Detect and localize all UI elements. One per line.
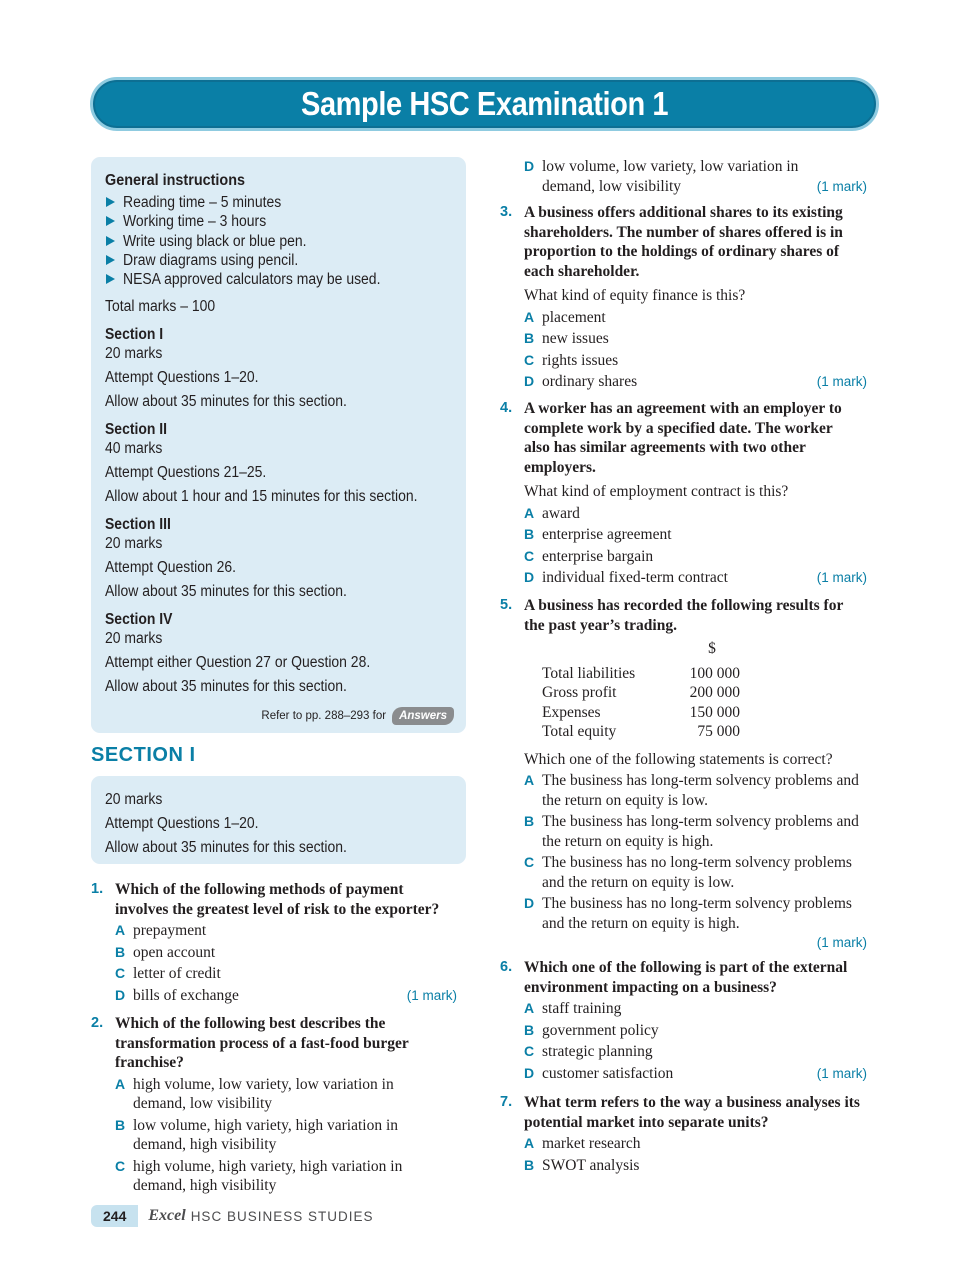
question-number: 7. (500, 1094, 513, 1110)
section-allow: Allow about 1 hour and 15 minutes for this section. (105, 488, 418, 506)
option-c: C The business has no long-term solvency problems and the return on equity is low. (524, 854, 852, 891)
page-number: 244 (91, 1205, 138, 1227)
option-a: A award (524, 504, 580, 522)
section-heading: Section IV (105, 611, 173, 629)
question-stem: A worker has an agreement with an employer to complete work by a specified date. The worker also has similar agreements with two other employers. (524, 400, 842, 476)
question-2-continued (500, 155, 867, 196)
option-c: C enterprise bargain (524, 547, 654, 565)
option-b: B open account (115, 943, 216, 961)
question-stem: A business offers additional shares to its existing shareholders. The number of shares offered is in proportion to the holdings of ordinary shares of each shareholder. (524, 204, 843, 280)
table-row: Gross profit 200 000 (542, 684, 740, 701)
bullet-triangle-icon (106, 216, 115, 226)
question-number: 1. (91, 881, 104, 897)
question-6 (500, 958, 867, 1083)
instruction-item: Working time – 3 hours (105, 212, 452, 231)
mark-label: (1 mark) (816, 374, 867, 389)
table-row: Total equity 75 000 (542, 723, 740, 740)
option-a: A The business has long-term solvency problems and the return on equity is low. (524, 772, 859, 809)
answers-badge: Answers (392, 707, 454, 725)
section-allow: Allow about 35 minutes for this section. (105, 583, 347, 601)
footer-title: HSC BUSINESS STUDIES (190, 1208, 374, 1224)
section-attempt: Attempt Question 26. (105, 559, 237, 577)
option-a: A market research (524, 1135, 641, 1152)
question-4 (500, 399, 867, 588)
footer-brand: Excel (148, 1207, 186, 1224)
option-c: C strategic planning (524, 1043, 653, 1060)
section-attempt: Attempt Questions 21–25. (105, 464, 267, 482)
question-stem: Which one of the following is part of the external environment impacting on a business? (524, 959, 848, 996)
option-d: D The business has no long-term solvency problems and the return on equity is high. (524, 895, 852, 932)
option-d: D ordinary shares (1 mark) (524, 373, 867, 390)
answers-reference (261, 707, 454, 725)
instruction-item: Draw diagrams using pencil. (105, 251, 452, 270)
mark-label: (1 mark) (816, 178, 867, 194)
mark-label: (1 mark) (816, 570, 867, 585)
question-stem: Which of the following methods of payment involves the greatest level of risk to the exporter? (115, 881, 440, 918)
section-marks: 20 marks (105, 630, 163, 648)
section-allow: Allow about 35 minutes for this section. (105, 393, 347, 411)
instructions-list (105, 193, 452, 289)
option-b: B enterprise agreement (524, 526, 672, 543)
mark-label: (1 mark) (816, 935, 867, 950)
question-5 (500, 596, 867, 953)
section-marks: 20 marks (105, 345, 163, 363)
question-ask: What kind of equity finance is this? (524, 287, 746, 304)
table-row: Total liabilities 100 000 (542, 664, 740, 682)
instruction-item: Write using black or blue pen. (105, 232, 452, 251)
option-a: A prepayment (115, 922, 207, 939)
option-b: B low volume, high variety, high variation in demand, high visibility (115, 1116, 399, 1153)
option-b: B The business has long-term solvency problems and the return on equity is high. (524, 813, 859, 850)
bullet-triangle-icon (106, 274, 115, 284)
section-marks: 20 marks (105, 535, 163, 553)
option-c: C high volume, high variety, high variation in demand, high visibility (115, 1157, 403, 1194)
instructions-heading: General instructions (105, 172, 246, 189)
section-1-marks: 20 marks (105, 791, 163, 808)
question-stem: Which of the following best describes the transformation process of a fast-food burger franchise? (115, 1015, 409, 1071)
title-banner (90, 77, 879, 131)
section-attempt: Attempt Questions 1–20. (105, 369, 259, 387)
question-7 (500, 1093, 880, 1175)
section-allow: Allow about 35 minutes for this section. (105, 678, 347, 696)
question-stem: A business has recorded the following results for the past year’s trading. (524, 597, 844, 634)
total-marks: Total marks – 100 (105, 298, 216, 316)
option-d: D low volume, low variety, low variation in demand, low visibility (1 mark) (524, 158, 867, 195)
section-1-allow: Allow about 35 minutes for this section. (105, 839, 347, 856)
section-1-attempt: Attempt Questions 1–20. (105, 815, 259, 832)
option-d: D individual fixed-term contract (1 mark) (524, 569, 867, 586)
section-1-heading: SECTION I (91, 744, 196, 766)
section-heading: Section III (105, 516, 171, 534)
question-2 (91, 1014, 431, 1196)
option-a: A staff training (524, 1000, 622, 1017)
financial-results-table (542, 639, 740, 742)
question-number: 5. (500, 597, 513, 613)
table-row: Expenses 150 000 (542, 703, 740, 721)
question-ask: Which one of the following statements is correct? (524, 750, 833, 768)
page-footer (91, 1204, 373, 1228)
instruction-item: NESA approved calculators may be used. (105, 270, 452, 289)
section-1-box (91, 776, 466, 864)
instruction-item: Reading time – 5 minutes (105, 193, 452, 212)
option-b: B new issues (524, 330, 609, 347)
option-a: A high volume, low variety, low variation in demand, low visibility (115, 1075, 394, 1112)
question-number: 4. (500, 400, 513, 416)
section-heading: Section II (105, 421, 168, 439)
mark-label: (1 mark) (406, 987, 457, 1003)
currency-header: $ (708, 640, 716, 657)
bullet-triangle-icon (106, 255, 115, 265)
page-title: Sample HSC Examination 1 (300, 85, 669, 122)
question-stem: What term refers to the way a business analyses its potential market into separate units? (524, 1094, 860, 1131)
question-number: 6. (500, 959, 513, 975)
question-number: 3. (500, 204, 513, 220)
option-c: C rights issues (524, 351, 619, 369)
option-c: C letter of credit (115, 965, 221, 982)
option-b: B SWOT analysis (524, 1156, 640, 1174)
section-attempt: Attempt either Question 27 or Question 28. (105, 654, 371, 672)
question-number: 2. (91, 1015, 104, 1031)
option-b: B government policy (524, 1021, 659, 1039)
section-marks: 40 marks (105, 440, 163, 458)
question-1 (91, 880, 457, 1005)
general-instructions-box (91, 157, 466, 733)
option-d: D customer satisfaction (1 mark) (524, 1064, 867, 1082)
refer-text: Refer to pp. 288–293 for (261, 710, 387, 722)
question-3 (500, 203, 867, 392)
option-a: A placement (524, 308, 606, 326)
bullet-triangle-icon (106, 236, 115, 246)
bullet-triangle-icon (106, 197, 115, 207)
option-d: D bills of exchange (1 mark) (115, 986, 457, 1004)
section-heading: Section I (105, 326, 164, 344)
question-ask: What kind of employment contract is this? (524, 483, 789, 500)
mark-label: (1 mark) (816, 1065, 867, 1081)
